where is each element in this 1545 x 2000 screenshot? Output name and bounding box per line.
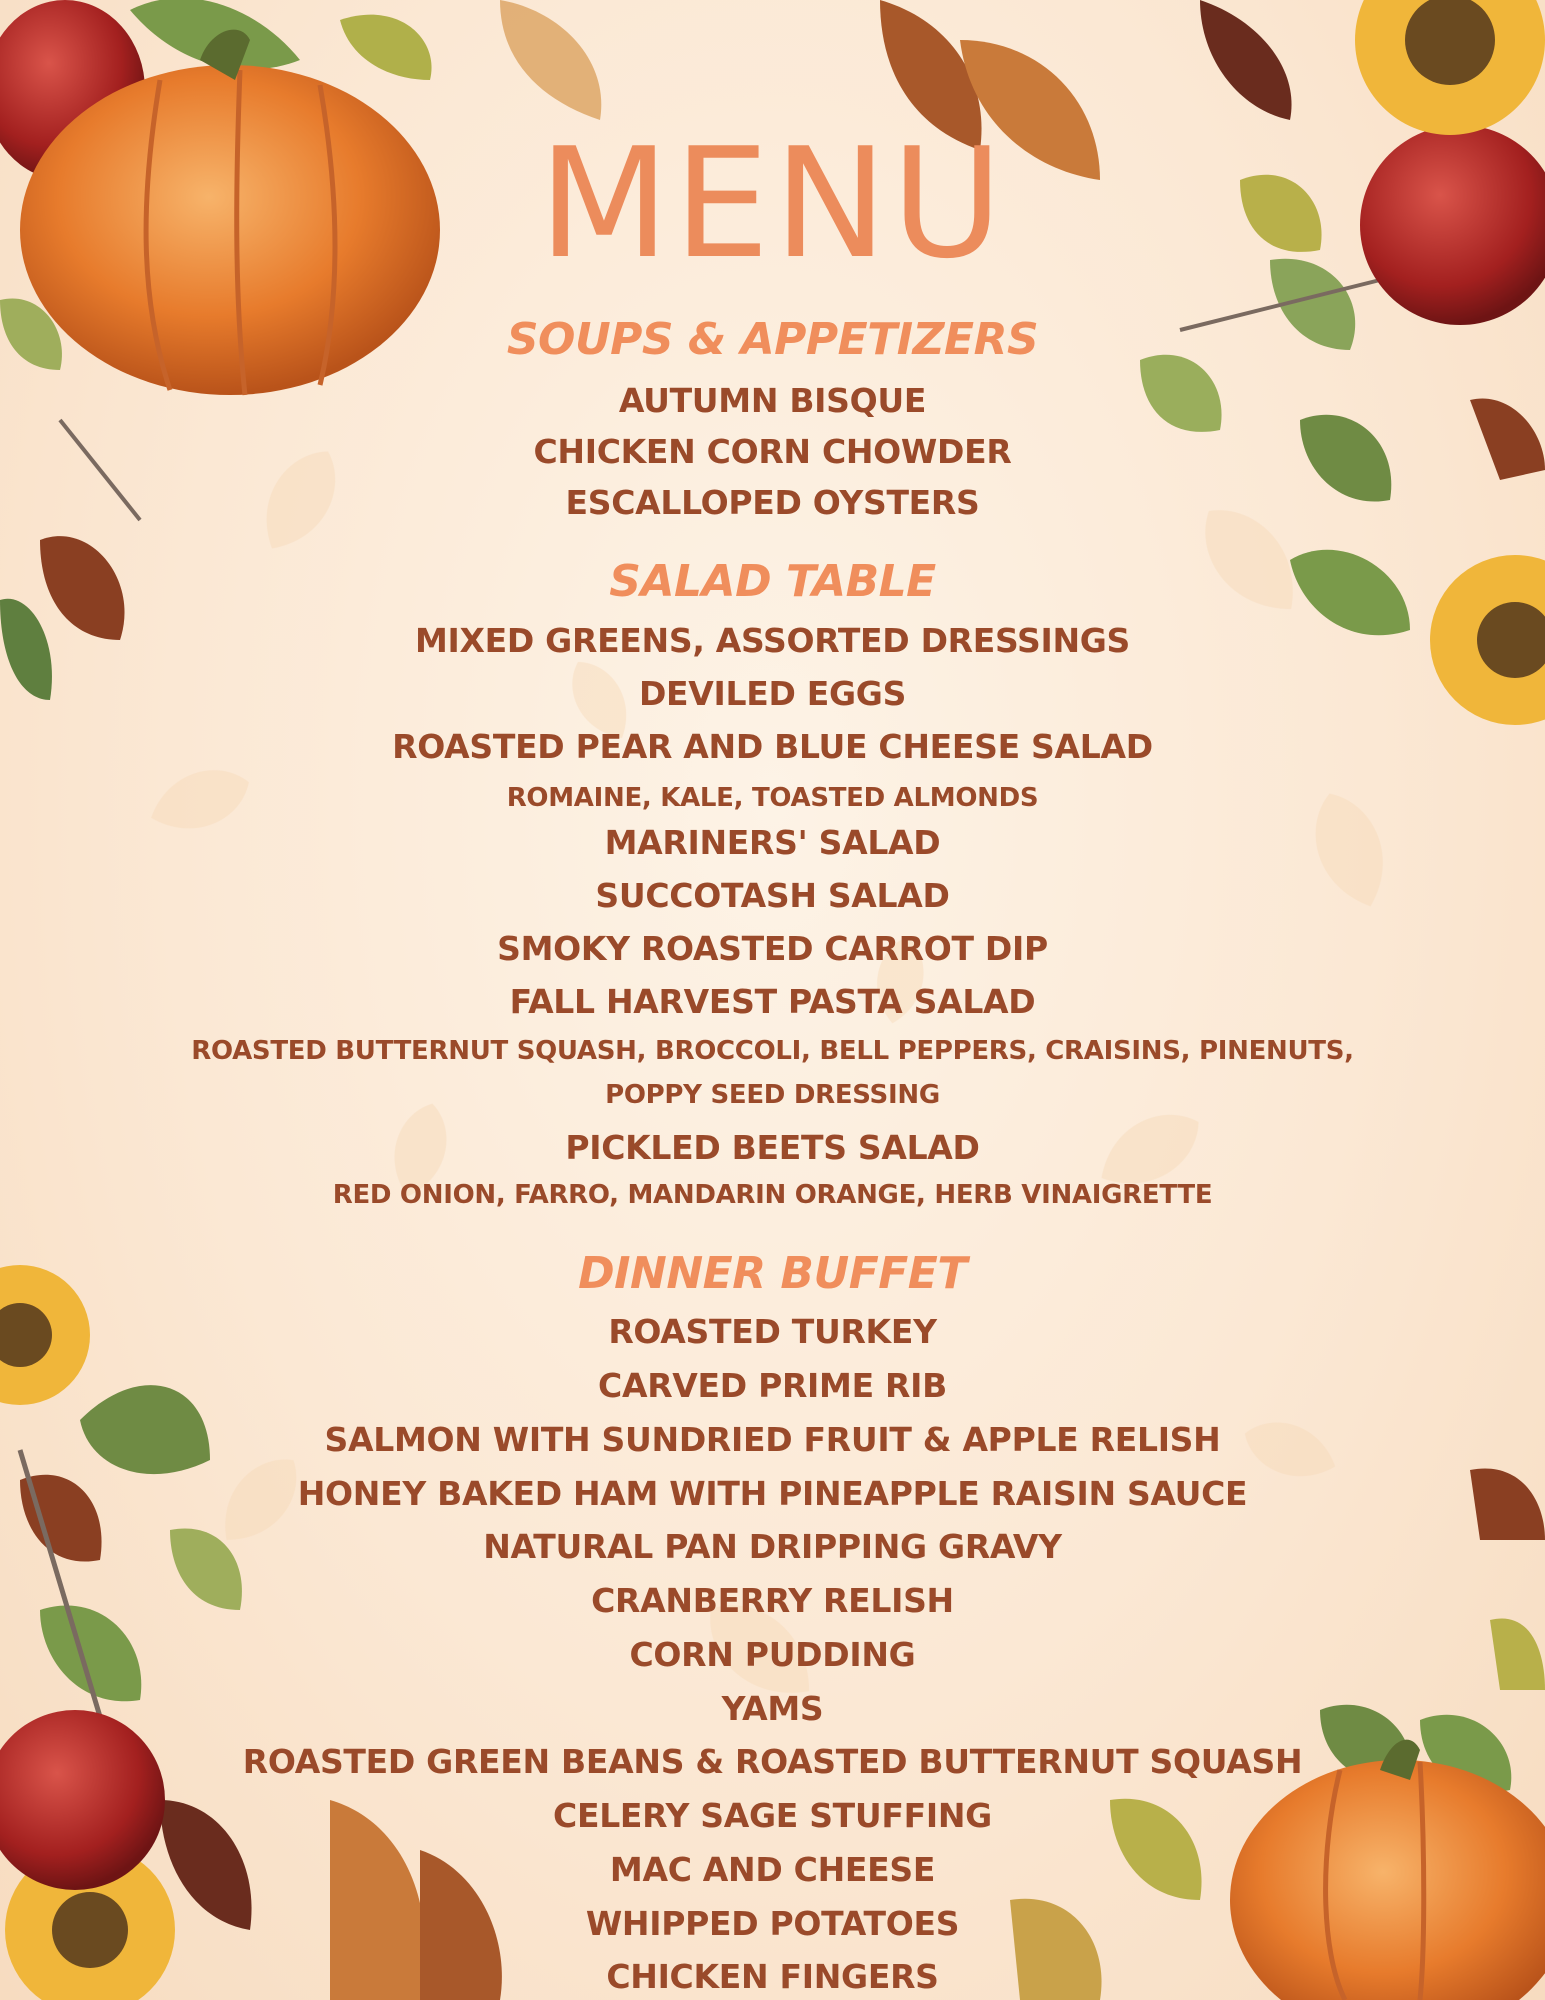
menu-item: YAMS — [721, 1689, 824, 1728]
menu-item: WHIPPED POTATOES — [585, 1904, 960, 1943]
menu-item: CORN PUDDING — [629, 1635, 916, 1674]
menu-item: CHICKEN FINGERS — [606, 1957, 939, 1996]
menu-item: DEVILED EGGS — [638, 674, 907, 713]
menu-item: PICKLED BEETS SALAD — [565, 1128, 980, 1167]
section-heading: DINNER BUFFET — [578, 1248, 967, 1299]
menu-item-description: RED ONION, FARRO, MANDARIN ORANGE, HERB VINAIGRETTE — [332, 1180, 1213, 1210]
menu-item-description: ROMAINE, KALE, TOASTED ALMONDS — [506, 783, 1039, 813]
menu-item-description: ROASTED BUTTERNUT SQUASH, BROCCOLI, BELL PEPPERS, CRAISINS, PINENUTS, — [191, 1036, 1354, 1066]
menu-item: ESCALLOPED OYSTERS — [565, 483, 980, 522]
menu-item: HONEY BAKED HAM WITH PINEAPPLE RAISIN SAUCE — [297, 1474, 1248, 1513]
menu-item: FALL HARVEST PASTA SALAD — [509, 982, 1036, 1021]
menu-item: ROASTED TURKEY — [608, 1312, 937, 1351]
menu-item: CHICKEN CORN CHOWDER — [533, 432, 1012, 471]
menu-item: ROASTED PEAR AND BLUE CHEESE SALAD — [392, 727, 1153, 766]
menu-item: MIXED GREENS, ASSORTED DRESSINGS — [414, 621, 1131, 660]
menu-item: AUTUMN BISQUE — [618, 381, 927, 420]
menu-item: CARVED PRIME RIB — [598, 1366, 947, 1405]
menu-item: SUCCOTASH SALAD — [595, 876, 950, 915]
menu-item: ROASTED GREEN BEANS & ROASTED BUTTERNUT SQUASH — [242, 1742, 1303, 1781]
menu-item: CELERY SAGE STUFFING — [553, 1796, 992, 1835]
menu-item: MARINERS' SALAD — [604, 823, 941, 862]
menu-item: SMOKY ROASTED CARROT DIP — [497, 929, 1048, 968]
menu-item: SALMON WITH SUNDRIED FRUIT & APPLE RELISH — [324, 1420, 1221, 1459]
menu-title: MENU — [538, 115, 1007, 292]
menu-item: CRANBERRY RELISH — [591, 1581, 954, 1620]
menu-item-description: POPPY SEED DRESSING — [605, 1080, 940, 1110]
menu-item: NATURAL PAN DRIPPING GRAVY — [483, 1527, 1062, 1566]
menu-item: MAC AND CHEESE — [609, 1850, 936, 1889]
section-heading: SOUPS & APPETIZERS — [506, 314, 1039, 365]
section-heading: SALAD TABLE — [609, 556, 936, 607]
